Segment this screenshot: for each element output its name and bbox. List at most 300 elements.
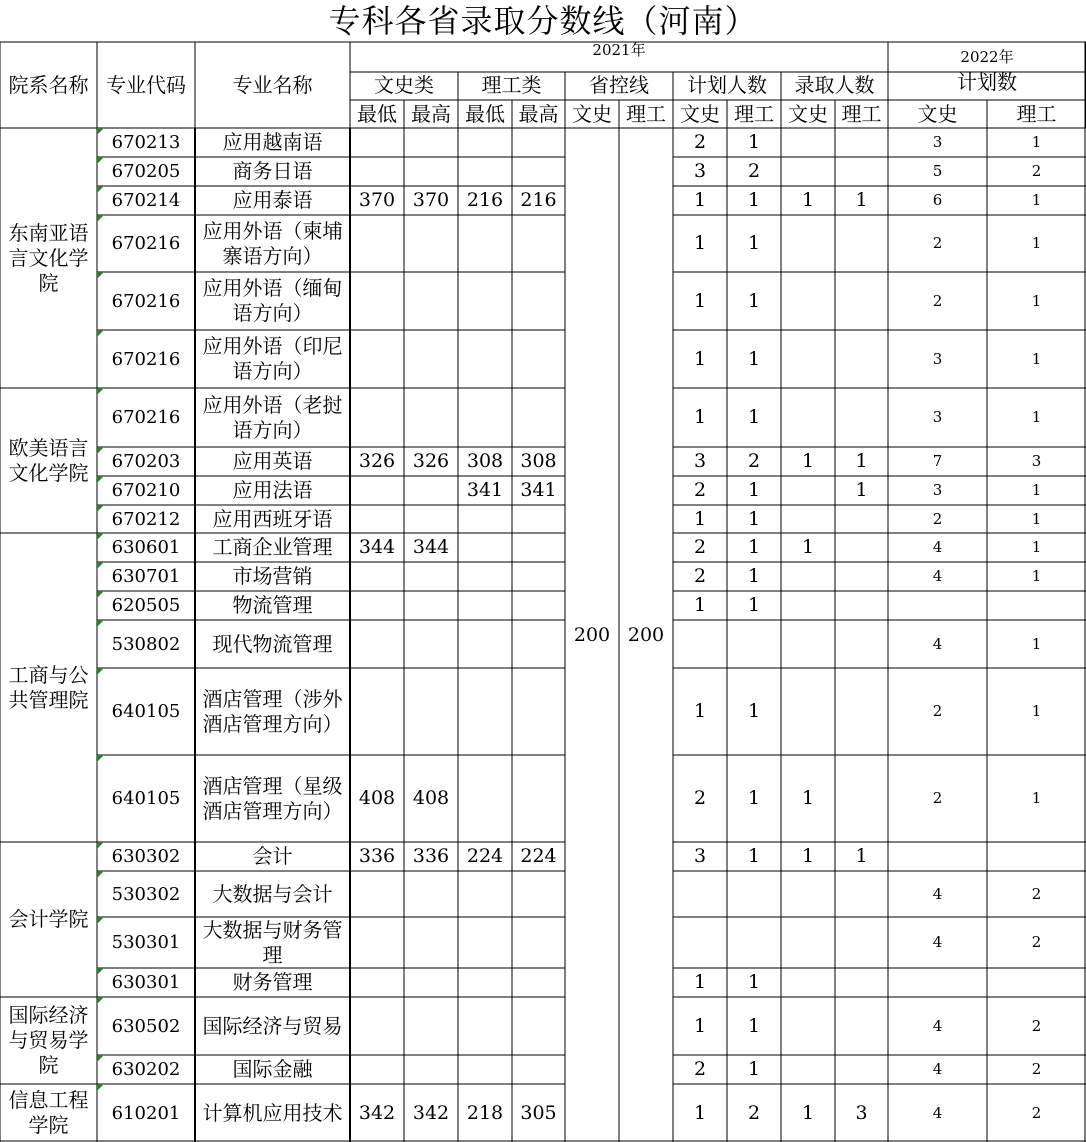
table-row-adm-ws: 1 — [801, 1101, 815, 1124]
table-row-ws-max — [404, 917, 458, 968]
table-row-adm-lg — [835, 533, 888, 562]
table-row-adm-lg — [835, 562, 888, 591]
table-row-plan-ws: 2 — [693, 131, 707, 153]
table-row-p22-ws — [888, 591, 987, 620]
table-row-lg-min — [458, 157, 512, 186]
control-line-wenshi: 200 — [573, 623, 611, 646]
table-row-ws-max: 408 — [412, 787, 450, 809]
table-row-adm-ws — [781, 997, 835, 1055]
table-row-ws-max — [404, 128, 458, 157]
table-row-code: 620505 — [97, 591, 195, 620]
table-row-plan-ws: 2 — [693, 479, 707, 501]
table-row-plan-ws: 1 — [693, 594, 707, 616]
table-row-plan-ws — [673, 620, 727, 668]
table-row-p22-ws: 2 — [932, 509, 943, 528]
table-row-ws-min — [350, 997, 404, 1055]
table-row-adm-lg — [835, 128, 888, 157]
table-row-plan-ws — [673, 917, 727, 968]
table-row-major: 酒店管理（星级酒店管理方向） — [202, 773, 343, 823]
table-row-plan-ws: 3 — [693, 160, 707, 182]
table-row-adm-ws — [781, 1055, 835, 1084]
table-row-adm-ws: 1 — [801, 189, 815, 211]
text-number-flag-icon — [97, 272, 104, 279]
table-row-code: 670216 — [97, 215, 195, 272]
table-row-adm-lg: 1 — [855, 845, 868, 867]
table-row-lg-max — [512, 591, 565, 620]
text-number-flag-icon — [97, 871, 104, 878]
table-row-plan-lg: 1 — [747, 347, 761, 370]
table-row-adm-lg — [835, 917, 888, 968]
table-row-p22-ws: 3 — [932, 481, 943, 499]
text-number-flag-icon — [97, 447, 104, 454]
subheader-ctrl-lg: 理工 — [626, 101, 666, 126]
table-row-code: 630502 — [97, 997, 195, 1055]
table-row-adm-lg — [835, 215, 888, 272]
table-row-lg-max — [512, 533, 565, 562]
table-row-adm-ws — [781, 476, 835, 505]
control-line-ligong: 200 — [627, 623, 665, 646]
table-row-adm-lg: 1 — [855, 450, 868, 472]
table-row-adm-lg — [835, 388, 888, 447]
table-row-lg-max: 224 — [520, 845, 557, 867]
table-row-plan-ws: 1 — [693, 289, 707, 312]
table-row-adm-ws — [781, 272, 835, 330]
table-row-ws-min — [350, 330, 404, 388]
table-row-lg-max — [512, 272, 565, 330]
table-row-plan-lg: 1 — [747, 131, 761, 153]
page-title: 专科各省录取分数线（河南） — [328, 1, 758, 40]
subheader-ws-min: 最低 — [357, 101, 397, 126]
table-row-ws-min — [350, 157, 404, 186]
table-row-ws-min — [350, 476, 404, 505]
table-row-p22-lg: 2 — [1031, 884, 1042, 903]
table-row-ws-max — [404, 562, 458, 591]
table-row-major: 现代物流管理 — [212, 631, 333, 656]
text-number-flag-icon — [97, 1084, 104, 1091]
department-name: 东南亚语言文化学院 — [8, 220, 89, 295]
table-row-adm-ws — [781, 871, 835, 917]
table-row-p22-ws: 3 — [932, 133, 943, 151]
header-admitted-count: 录取人数 — [794, 72, 875, 97]
table-row-p22-ws: 4 — [932, 884, 943, 903]
table-row-lg-max — [512, 755, 565, 842]
table-row-ws-min — [350, 620, 404, 668]
table-row-ws-max — [404, 272, 458, 330]
table-row-ws-min — [350, 968, 404, 997]
table-row-lg-min — [458, 755, 512, 842]
table-row-ws-max — [404, 620, 458, 668]
table-row-lg-min — [458, 591, 512, 620]
table-row-p22-lg: 1 — [1031, 702, 1042, 720]
table-row-plan-lg: 1 — [747, 406, 761, 428]
department-name: 工商与公共管理院 — [8, 662, 89, 712]
table-row-plan-ws: 1 — [693, 971, 707, 993]
table-row-p22-ws — [888, 842, 987, 871]
table-row-plan-ws: 2 — [693, 536, 707, 558]
subheader-adm-ws: 文史 — [788, 101, 828, 126]
table-row-lg-max: 308 — [520, 450, 557, 472]
table-row-p22-lg: 1 — [1031, 234, 1042, 252]
table-row-major: 应用法语 — [232, 478, 313, 502]
table-row-lg-max — [512, 871, 565, 917]
table-row-lg-min: 341 — [466, 479, 504, 501]
table-row-p22-lg: 1 — [1031, 191, 1042, 209]
table-row-ws-max — [404, 505, 458, 533]
table-row-p22-ws: 7 — [932, 452, 943, 470]
table-row-lg-max — [512, 620, 565, 668]
table-row-adm-ws — [781, 668, 835, 755]
table-row-major: 会计 — [252, 844, 293, 868]
table-row-p22-ws: 4 — [932, 933, 943, 951]
subheader-2022-ws: 文史 — [917, 101, 958, 126]
text-number-flag-icon — [97, 755, 104, 762]
table-row-code: 670210 — [97, 476, 195, 505]
text-number-flag-icon — [97, 591, 104, 598]
table-row-p22-lg — [987, 842, 1086, 871]
table-row-lg-min: 216 — [466, 189, 504, 211]
table-row-lg-min — [458, 1055, 512, 1084]
header-ligong-category: 理工类 — [481, 72, 542, 97]
text-number-flag-icon — [97, 215, 104, 222]
table-row-major: 应用越南语 — [222, 130, 323, 154]
text-number-flag-icon — [97, 997, 104, 1004]
table-row-major: 酒店管理（涉外酒店管理方向） — [202, 686, 343, 736]
table-row-code: 630701 — [97, 562, 195, 591]
table-row-plan-lg: 2 — [747, 1101, 761, 1124]
table-row-lg-max: 216 — [520, 189, 557, 211]
text-number-flag-icon — [97, 330, 104, 337]
table-row-major: 工商企业管理 — [212, 535, 333, 559]
table-row-plan-ws: 3 — [693, 450, 707, 472]
table-row-code: 670216 — [97, 272, 195, 330]
table-row-ws-min — [350, 272, 404, 330]
table-row-code: 670214 — [97, 186, 195, 215]
header-plan-count: 计划数 — [957, 69, 1017, 94]
table-row-lg-min — [458, 533, 512, 562]
table-row-p22-lg: 1 — [1031, 789, 1042, 807]
text-number-flag-icon — [97, 388, 104, 395]
table-row-p22-ws: 2 — [932, 789, 943, 807]
table-row-major: 物流管理 — [232, 593, 313, 617]
header-control-line: 省控线 — [589, 72, 649, 97]
subheader-adm-lg: 理工 — [841, 101, 882, 126]
table-row-ws-max — [404, 591, 458, 620]
table-row-lg-max — [512, 562, 565, 591]
text-number-flag-icon — [97, 128, 104, 135]
subheader-lg-min: 最低 — [465, 101, 505, 126]
table-row-plan-lg: 1 — [747, 787, 761, 809]
table-row-plan-lg: 1 — [747, 479, 761, 501]
table-row-major: 大数据与会计 — [212, 881, 333, 906]
table-row-major: 应用英语 — [232, 449, 313, 473]
subheader-ctrl-ws: 文史 — [572, 101, 612, 126]
table-row-ws-min — [350, 505, 404, 533]
table-row-ws-min — [350, 591, 404, 620]
header-major: 专业名称 — [232, 72, 313, 97]
table-row-code: 530301 — [97, 917, 195, 968]
table-row-adm-ws — [781, 591, 835, 620]
table-row-plan-ws: 1 — [693, 1101, 707, 1124]
table-row-p22-ws: 4 — [932, 1016, 943, 1035]
table-row-code: 670216 — [97, 388, 195, 447]
table-row-p22-ws: 5 — [932, 162, 943, 180]
table-row-plan-lg: 1 — [747, 289, 761, 312]
table-row-ws-max — [404, 330, 458, 388]
table-row-ws-min: 344 — [358, 536, 396, 558]
table-row-lg-min — [458, 330, 512, 388]
table-row-lg-max — [512, 968, 565, 997]
table-row-lg-max — [512, 388, 565, 447]
table-row-plan-ws: 2 — [693, 565, 707, 587]
table-row-code: 670216 — [97, 330, 195, 388]
header-plan-count-2021: 计划人数 — [687, 72, 767, 97]
table-row-plan-lg — [727, 917, 781, 968]
table-row-ws-max — [404, 157, 458, 186]
table-row-plan-ws: 3 — [693, 845, 707, 867]
table-row-major: 应用外语（柬埔寨语方向） — [202, 218, 343, 268]
table-row-plan-ws: 1 — [693, 347, 707, 370]
table-row-ws-max: 344 — [412, 536, 450, 558]
table-row-lg-max — [512, 917, 565, 968]
table-row-plan-lg: 1 — [747, 189, 761, 211]
table-row-lg-max — [512, 330, 565, 388]
header-year-2022: 2022年 — [960, 47, 1014, 66]
table-row-p22-lg: 3 — [1031, 452, 1042, 470]
table-row-plan-ws: 1 — [693, 507, 707, 530]
text-number-flag-icon — [97, 157, 104, 164]
table-row-ws-min: 342 — [358, 1101, 396, 1124]
department-name: 欧美语言文化学院 — [8, 435, 89, 485]
table-row-lg-min — [458, 388, 512, 447]
text-number-flag-icon — [97, 917, 104, 924]
table-row-plan-ws: 1 — [693, 700, 707, 722]
text-number-flag-icon — [97, 620, 104, 627]
table-row-p22-lg: 1 — [1031, 349, 1042, 368]
table-row-adm-ws — [781, 505, 835, 533]
table-row-p22-ws: 4 — [932, 567, 943, 585]
table-row-adm-lg — [835, 871, 888, 917]
table-row-plan-ws: 1 — [693, 232, 707, 254]
table-row-code: 640105 — [97, 755, 195, 842]
table-row-adm-lg: 3 — [855, 1101, 868, 1124]
table-row-lg-min — [458, 128, 512, 157]
table-row-plan-ws: 1 — [693, 189, 707, 211]
table-row-plan-lg: 1 — [747, 536, 761, 558]
table-row-plan-lg — [727, 620, 781, 668]
table-row-lg-min: 224 — [466, 845, 504, 867]
table-row-ws-min — [350, 668, 404, 755]
table-row-ws-max — [404, 476, 458, 505]
table-row-ws-max: 370 — [412, 189, 450, 211]
table-row-major: 计算机应用技术 — [202, 1100, 343, 1125]
table-row-p22-ws: 2 — [932, 291, 943, 310]
table-row-major: 国际金融 — [232, 1057, 313, 1081]
table-row-p22-ws: 2 — [932, 702, 943, 720]
table-row-adm-ws — [781, 330, 835, 388]
table-row-lg-min: 308 — [466, 450, 504, 472]
department-name: 会计学院 — [8, 907, 89, 931]
table-row-lg-min — [458, 997, 512, 1055]
table-row-p22-lg: 2 — [1031, 1016, 1042, 1035]
text-number-flag-icon — [97, 186, 104, 193]
text-number-flag-icon — [97, 533, 104, 540]
table-row-p22-lg — [987, 968, 1086, 997]
table-row-adm-lg — [835, 1055, 888, 1084]
table-row-lg-min — [458, 505, 512, 533]
table-row-plan-ws: 1 — [693, 1014, 707, 1037]
table-row-p22-ws: 4 — [932, 1103, 943, 1122]
table-row-ws-min: 370 — [358, 189, 396, 211]
table-row-plan-lg: 1 — [747, 971, 761, 993]
subheader-2022-lg: 理工 — [1016, 101, 1057, 126]
table-row-p22-lg: 1 — [1031, 133, 1042, 151]
table-row-ws-max — [404, 871, 458, 917]
table-row-adm-lg — [835, 668, 888, 755]
table-row-adm-lg: 1 — [855, 189, 868, 211]
subheader-plan-lg: 理工 — [734, 101, 774, 126]
table-row-ws-min: 336 — [358, 845, 396, 867]
table-row-adm-lg: 1 — [855, 479, 868, 501]
table-row-ws-max: 326 — [412, 450, 450, 472]
table-row-plan-lg: 1 — [747, 565, 761, 587]
table-row-p22-lg: 1 — [1031, 291, 1042, 310]
table-row-adm-lg — [835, 620, 888, 668]
table-row-p22-ws: 4 — [932, 634, 943, 653]
table-row-major: 应用西班牙语 — [212, 506, 333, 531]
table-row-adm-ws — [781, 215, 835, 272]
text-number-flag-icon — [97, 1055, 104, 1062]
table-row-ws-max — [404, 997, 458, 1055]
table-row-major: 应用外语（印尼语方向） — [202, 334, 343, 383]
table-row-major: 大数据与财务管理 — [202, 917, 343, 967]
table-row-ws-min — [350, 562, 404, 591]
header-dept: 院系名称 — [8, 72, 89, 97]
table-row-lg-max — [512, 128, 565, 157]
table-row-ws-max: 342 — [412, 1101, 450, 1124]
text-number-flag-icon — [97, 505, 104, 512]
table-row-lg-min — [458, 562, 512, 591]
table-row-ws-max: 336 — [412, 845, 450, 867]
table-row-p22-lg: 2 — [1031, 1103, 1042, 1122]
table-row-plan-lg — [727, 871, 781, 917]
table-row-p22-ws: 4 — [932, 538, 943, 556]
table-row-ws-min — [350, 128, 404, 157]
table-row-ws-min: 408 — [358, 787, 396, 809]
table-row-ws-min — [350, 215, 404, 272]
table-row-ws-min — [350, 1055, 404, 1084]
table-row-lg-min — [458, 620, 512, 668]
department-name: 国际经济与贸易学院 — [8, 1003, 89, 1077]
table-row-p22-lg: 1 — [1031, 567, 1042, 585]
text-number-flag-icon — [97, 668, 104, 675]
table-row-plan-lg: 2 — [747, 160, 761, 182]
table-row-lg-min — [458, 272, 512, 330]
table-row-adm-lg — [835, 157, 888, 186]
table-row-p22-lg: 2 — [1031, 1060, 1042, 1078]
table-row-p22-lg: 2 — [1031, 933, 1042, 951]
table-row-ws-max — [404, 1055, 458, 1084]
table-row-adm-lg — [835, 968, 888, 997]
table-row-ws-max — [404, 968, 458, 997]
table-row-lg-max — [512, 215, 565, 272]
table-row-code: 630302 — [97, 842, 195, 871]
table-row-adm-ws — [781, 562, 835, 591]
text-number-flag-icon — [97, 968, 104, 975]
text-number-flag-icon — [97, 842, 104, 849]
table-row-p22-ws: 4 — [932, 1060, 943, 1078]
table-row-code: 630202 — [97, 1055, 195, 1084]
table-row-p22-lg: 1 — [1031, 509, 1042, 528]
text-number-flag-icon — [97, 476, 104, 483]
table-row-plan-ws: 2 — [693, 1058, 707, 1080]
table-row-adm-ws — [781, 128, 835, 157]
table-row-adm-ws: 1 — [801, 845, 815, 867]
header-code: 专业代码 — [106, 72, 186, 97]
table-row-plan-lg: 1 — [747, 1014, 761, 1037]
header-year-2021: 2021年 — [592, 40, 646, 59]
table-row-major: 应用泰语 — [232, 188, 313, 212]
table-row-lg-min — [458, 871, 512, 917]
table-row-lg-max: 305 — [520, 1101, 557, 1124]
table-row-p22-ws — [888, 968, 987, 997]
table-row-adm-lg — [835, 755, 888, 842]
table-row-plan-lg: 1 — [747, 594, 761, 616]
table-row-p22-lg: 1 — [1031, 634, 1042, 653]
table-row-code: 670213 — [97, 128, 195, 157]
table-row-lg-min: 218 — [466, 1101, 504, 1124]
table-row-adm-ws — [781, 157, 835, 186]
table-row-code: 670205 — [97, 157, 195, 186]
table-row-lg-max — [512, 997, 565, 1055]
table-row-ws-max — [404, 668, 458, 755]
table-row-lg-max — [512, 1055, 565, 1084]
table-row-code: 530802 — [97, 620, 195, 668]
table-row-lg-max — [512, 157, 565, 186]
table-row-adm-ws — [781, 388, 835, 447]
table-row-adm-lg — [835, 330, 888, 388]
table-row-code: 640105 — [97, 668, 195, 755]
table-row-code: 670212 — [97, 505, 195, 533]
table-row-plan-lg: 1 — [747, 1058, 761, 1080]
table-row-adm-ws — [781, 917, 835, 968]
table-row-adm-ws: 1 — [801, 536, 815, 558]
table-row-code: 530302 — [97, 871, 195, 917]
table-row-ws-max — [404, 388, 458, 447]
table-row-lg-max — [512, 668, 565, 755]
table-row-lg-min — [458, 917, 512, 968]
table-row-code: 630301 — [97, 968, 195, 997]
table-row-ws-min — [350, 917, 404, 968]
table-row-major: 国际经济与贸易 — [202, 1013, 343, 1038]
table-row-plan-lg: 2 — [747, 450, 761, 472]
table-row-p22-ws: 2 — [932, 234, 943, 252]
table-row-adm-ws: 1 — [801, 787, 815, 809]
table-row-code: 630601 — [97, 533, 195, 562]
table-row-lg-min — [458, 215, 512, 272]
table-row-major: 商务日语 — [232, 159, 313, 183]
table-row-adm-lg — [835, 997, 888, 1055]
table-row-plan-lg: 1 — [747, 700, 761, 722]
table-row-p22-lg — [987, 591, 1086, 620]
department-name: 信息工程学院 — [8, 1088, 89, 1137]
table-row-major: 财务管理 — [232, 970, 313, 994]
table-row-adm-lg — [835, 505, 888, 533]
subheader-lg-max: 最高 — [518, 101, 559, 126]
table-row-plan-ws: 2 — [693, 787, 707, 809]
table-row-p22-ws: 3 — [932, 349, 943, 368]
text-number-flag-icon — [97, 562, 104, 569]
table-row-major: 应用外语（缅甸语方向） — [202, 276, 343, 325]
